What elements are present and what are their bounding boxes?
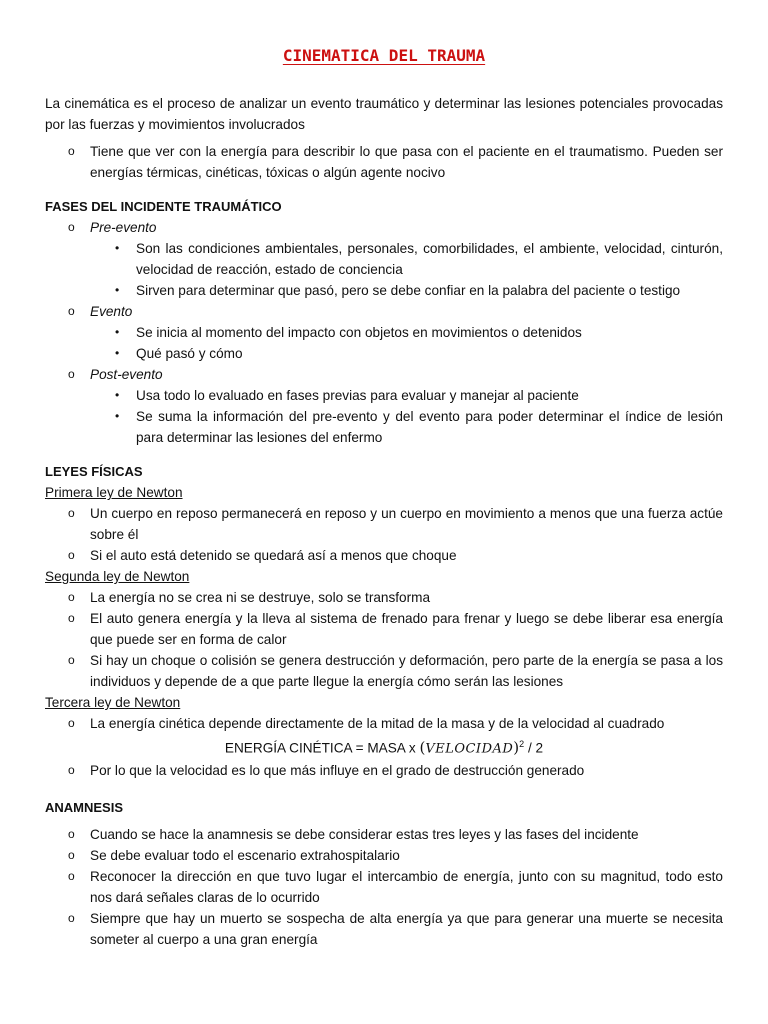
subheading-tercera-ley: Tercera ley de Newton — [45, 695, 181, 710]
phase-item-evento — [45, 301, 723, 322]
list-item — [45, 760, 723, 781]
circle-bullet-icon: o — [68, 826, 75, 841]
list-item-text: Se suma la información del pre-evento y del evento para poder determinar el índice de lesión para determinar las lesiones del enfermo — [136, 409, 723, 445]
formula-prefix: ENERGÍA CINÉTICA = MASA x — [224, 740, 416, 756]
primera-ley-list — [45, 503, 723, 566]
intro-paragraph: La cinemática es el proceso de analizar un evento traumático y determinar las lesiones potenciales provocadas por las fuerzas y movimientos involucrados — [45, 96, 723, 132]
list-item-text: Cuando se hace la anamnesis se debe considerar estas tres leyes y las fases del incidente — [90, 826, 639, 842]
list-item-text: Siempre que hay un muerto se sospecha de alta energía ya que para generar una muerte se necesita someter al cuerpo a una gran energía — [90, 910, 723, 947]
list-item — [90, 385, 723, 406]
circle-bullet-icon: o — [68, 653, 75, 667]
phase-item-post-evento — [45, 364, 723, 385]
list-item — [90, 406, 723, 448]
disc-bullet-icon: • — [115, 325, 120, 339]
formula-open-paren: ( — [419, 738, 426, 757]
disc-bullet-icon: • — [115, 346, 120, 360]
circle-bullet-icon: o — [68, 367, 75, 381]
phase-name: Pre-evento — [90, 220, 157, 235]
anamnesis-list — [45, 824, 723, 950]
circle-bullet-icon: o — [68, 611, 75, 625]
disc-bullet-icon: • — [115, 283, 120, 297]
document-body — [45, 93, 723, 950]
disc-bullet-icon: • — [115, 409, 120, 423]
document-title: CINEMATICA DEL TRAUMA — [282, 46, 486, 65]
phases-list — [45, 364, 723, 385]
list-item-text: La energía no se crea ni se destruye, solo se transforma — [90, 590, 431, 605]
section-heading-fases: FASES DEL INCIDENTE TRAUMÁTICO — [45, 199, 282, 214]
circle-bullet-icon: o — [68, 847, 75, 862]
circle-bullet-icon: o — [68, 506, 75, 520]
phase-name: Post-evento — [90, 367, 163, 382]
list-item-text: La energía cinética depende directamente de la mitad de la masa y de la velocidad al cuadrado — [90, 716, 665, 731]
list-item-text: Si el auto está detenido se quedará así a menos que choque — [90, 548, 457, 563]
list-item-text: Son las condiciones ambientales, personales, comorbilidades, el ambiente, velocidad, cinturón, velocidad de reacción, estado de conciencia — [136, 241, 723, 277]
circle-bullet-icon: o — [68, 762, 75, 777]
intro-list — [45, 141, 723, 183]
section-heading-anamnesis: ANAMNESIS — [45, 799, 124, 815]
list-item-text: El auto genera energía y la lleva al sistema de frenado para frenar y luego se debe liberar esa energía que puede ser en forma de calor — [90, 611, 723, 647]
list-item — [45, 545, 723, 566]
phase-details-container — [45, 238, 723, 301]
list-item — [90, 343, 723, 364]
circle-bullet-icon: o — [68, 910, 75, 925]
list-item-text: Usa todo lo evaluado en fases previas para evaluar y manejar al paciente — [136, 388, 579, 403]
phase-details-post-evento — [45, 385, 723, 448]
phase-name: Evento — [90, 304, 133, 319]
circle-bullet-icon: o — [68, 304, 75, 318]
phase-details-container — [45, 322, 723, 364]
subheading-segunda-ley: Segunda ley de Newton — [45, 569, 190, 584]
list-item — [45, 713, 723, 734]
phase-details-pre-evento — [45, 238, 723, 301]
section-heading-leyes: LEYES FÍSICAS — [45, 464, 143, 479]
subheading-primera-ley: Primera ley de Newton — [45, 485, 183, 500]
list-item — [45, 824, 723, 845]
circle-bullet-icon: o — [68, 868, 75, 883]
list-item-text: Si hay un choque o colisión se genera destrucción y deformación, pero parte de la energía se pasa a los individuos y depende de a que parte llegue la energía cómo serán las lesiones — [90, 653, 723, 689]
list-item-text: Se debe evaluar todo el escenario extrahospitalario — [90, 847, 400, 863]
phase-details-container — [45, 385, 723, 448]
formula-variable: VELOCIDAD — [425, 741, 514, 757]
phases-list — [45, 217, 723, 238]
kinetic-energy-formula — [45, 734, 723, 760]
list-item-text: Tiene que ver con la energía para describir lo que pasa con el paciente en el traumatismo. Pueden ser energías térmicas, cinéticas, tóxicas o algún agente nocivo — [90, 144, 723, 180]
circle-bullet-icon: o — [68, 548, 75, 562]
phase-item-pre-evento — [45, 217, 723, 238]
list-item — [45, 908, 723, 950]
formula-exponent: 2 — [519, 739, 525, 749]
formula-suffix: / 2 — [527, 740, 544, 756]
list-item-text: Se inicia al momento del impacto con objetos en movimientos o detenidos — [136, 325, 582, 340]
list-item — [45, 866, 723, 908]
circle-bullet-icon: o — [68, 144, 75, 158]
segunda-ley-list — [45, 587, 723, 692]
list-item — [45, 587, 723, 608]
list-item-text: Por lo que la velocidad es lo que más influye en el grado de destrucción generado — [90, 762, 585, 778]
phase-details-list — [45, 322, 723, 364]
phases-list — [45, 301, 723, 322]
list-item — [90, 280, 723, 301]
list-item — [45, 608, 723, 650]
disc-bullet-icon: • — [115, 241, 120, 255]
disc-bullet-icon: • — [115, 388, 120, 402]
circle-bullet-icon: o — [68, 220, 75, 234]
list-item-text: Sirven para determinar que pasó, pero se debe confiar en la palabra del paciente o testigo — [136, 283, 681, 298]
tercera-ley-list-continued — [45, 760, 723, 781]
list-item — [45, 503, 723, 545]
list-item — [45, 141, 723, 183]
phase-details-evento — [45, 322, 723, 364]
circle-bullet-icon: o — [68, 590, 75, 604]
phase-details-list — [45, 238, 723, 301]
list-item — [45, 845, 723, 866]
list-item — [45, 650, 723, 692]
circle-bullet-icon: o — [68, 716, 75, 730]
list-item — [90, 238, 723, 280]
list-item-text: Qué pasó y cómo — [136, 346, 243, 361]
list-item-text: Un cuerpo en reposo permanecerá en reposo y un cuerpo en movimiento a menos que una fuerza actúe sobre él — [90, 506, 723, 542]
formula-close-paren: ) — [513, 738, 520, 757]
tercera-ley-list — [45, 713, 723, 734]
phase-details-list — [45, 385, 723, 448]
list-item-text: Reconocer la dirección en que tuvo lugar el intercambio de energía, junto con su magnitud, todo esto nos dará señales claras de lo ocurrido — [90, 868, 723, 905]
list-item — [90, 322, 723, 343]
